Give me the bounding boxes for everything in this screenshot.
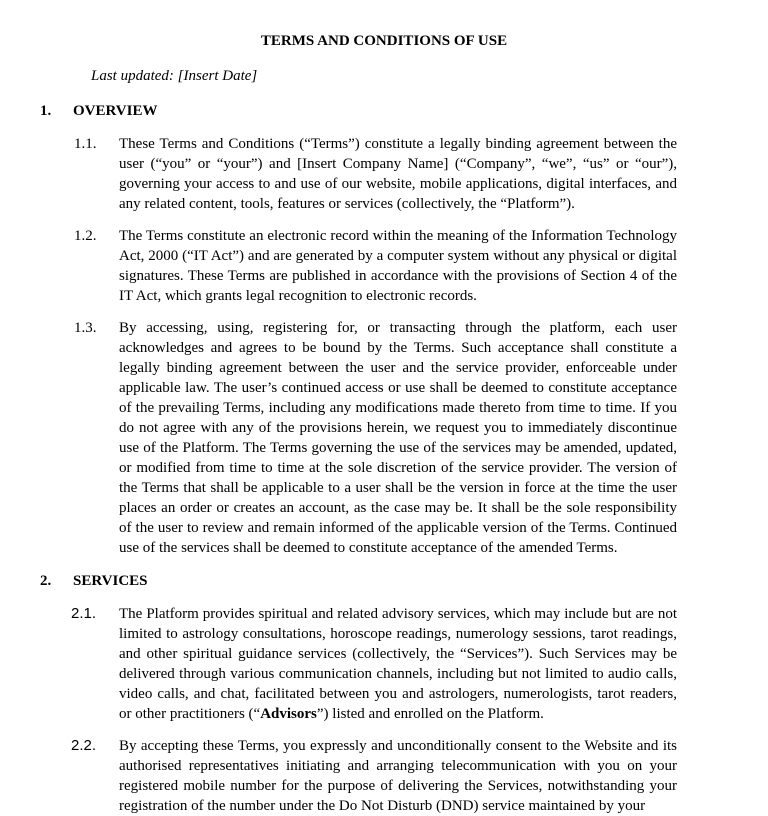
defined-term-advisors: Advisors [260,706,317,722]
section-title: SERVICES [73,573,148,589]
clause-text-part: The Platform provides spiritual and related advisory services, which may include but are not limited to astrology consultations, horoscope readings, numerology sessions, tarot readings, and other spiritual guidance services (collectively, the “Services”). Such Services may be delivered through various communication channels, including but not limited to audio calls, video calls, and chat, facilitated between you and astrologers, numerologists, tarot readers, or other practitioners (“ [119,606,677,722]
clause-number: 2.2. [71,737,97,754]
clause-text: The Terms constitute an electronic record within the meaning of the Information Technology Act, 2000 (“IT Act”) and are generated by a computer system without any physical or digital signatures. These Terms are published in accordance with the provisions of Section 4 of the IT Act, which grants legal recognition to electronic records. [119,228,677,304]
clause-text [119,604,677,724]
section-number: 2. [40,573,52,589]
section-title: OVERVIEW [73,103,158,119]
clause-number: 1.3. [74,320,97,336]
last-updated-line: Last updated: [Insert Date] [91,68,258,84]
clause-number: 1.2. [74,228,97,244]
section-number: 1. [40,103,52,119]
clause-number: 1.1. [74,136,97,152]
document-title: TERMS AND CONDITIONS OF USE [260,33,508,49]
clause-text: These Terms and Conditions (“Terms”) constitute a legally binding agreement between the user (“you” or “your”) and [Insert Company Name] (“Company”, “we”, “us” or “our”), governing your access to and use of our website, mobile applications, digital interfaces, and any related content, tools, features or services (collectively, the “Platform”). [119,136,677,212]
clause-text-part: ”) listed and enrolled on the Platform. [316,706,544,722]
clause-text: By accepting these Terms, you expressly and unconditionally consent to the Website and its authorised representatives initiating and arranging telecommunication with you on your registered mobile number for the purpose of delivering the Services, notwithstanding your registration of the number under the Do Not Disturb (DND) service maintained by your [119,738,677,814]
clause-text: By accessing, using, registering for, or transacting through the platform, each user acknowledges and agrees to be bound by the Terms. Such acceptance shall constitute a legally binding agreement between the user and the service provider, enforceable under applicable law. The user’s continued access or use shall be deemed to constitute acceptance of the prevailing Terms, including any modifications made thereto from time to time. If you do not agree with any of the provisions herein, we request you to immediately discontinue use of the Platform. The Terms governing the use of the services may be amended, updated, or modified from time to time at the sole discretion of the service provider. The version of the Terms that shall be applicable to a user shall be the version in force at the time the user places an order or creates an account, as the case may be. It shall be the sole responsibility of the user to review and remain informed of the applicable version of the Terms. Continued use of the services shall be deemed to constitute acceptance of the amended Terms. [119,320,677,556]
clause-number: 2.1. [71,605,97,622]
